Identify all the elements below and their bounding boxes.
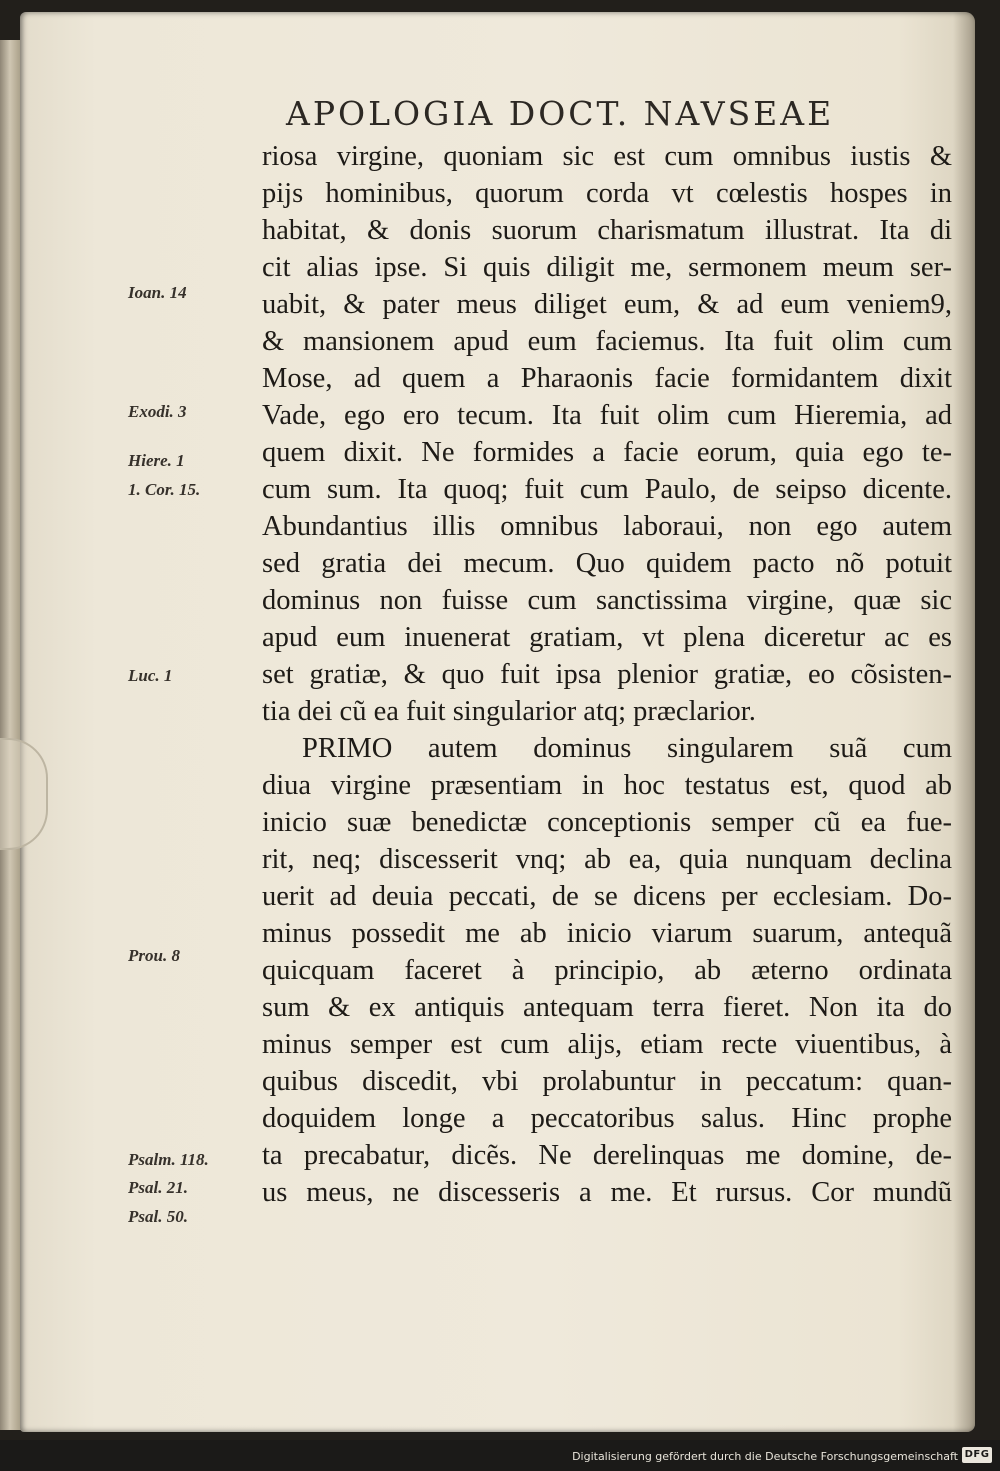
page-gutter-shadow xyxy=(953,12,975,1432)
text-line: dominus non fuisse cum sanctissima virgine, quæ sic xyxy=(262,585,952,616)
text-line: Abundantius illis omnibus laboraui, non ego autem xyxy=(262,511,952,542)
text-line: quibus discedit, vbi prolabuntur in peccatum: quan- xyxy=(262,1066,952,1097)
text-line: Vade, ego ero tecum. Ita fuit olim cum Hieremia, ad xyxy=(262,400,952,431)
margin-note-cor: 1. Cor. 15. xyxy=(128,480,201,499)
margin-note-psal-50: Psal. 50. xyxy=(128,1207,188,1226)
text-line: sum & ex antiquis antequam terra fieret. Non ita do xyxy=(262,992,952,1023)
text-line: & mansionem apud eum faciemus. Ita fuit olim cum xyxy=(262,326,952,357)
text-line: apud eum inuenerat gratiam, vt plena diceretur ac es xyxy=(262,622,952,653)
margin-note-ioan: Ioan. 14 xyxy=(128,283,187,302)
text-line: cit alias ipse. Si quis diligit me, sermonem meum ser- xyxy=(262,252,952,283)
text-line: quicquam faceret à principio, ab æterno ordinata xyxy=(262,955,952,986)
dfg-logo: DFG xyxy=(962,1447,992,1463)
text-line: riosa virgine, quoniam sic est cum omnibus iustis & xyxy=(262,141,952,172)
margin-note-psalm-118: Psalm. 118. xyxy=(128,1150,209,1169)
text-line: sed gratia dei mecum. Quo quidem pacto nõ potuit xyxy=(262,548,952,579)
text-line: inicio suæ benedictæ conceptionis semper cũ ea fue- xyxy=(262,807,952,838)
text-line: uabit, & pater meus diliget eum, & ad eum veniem9, xyxy=(262,289,952,320)
text-line: quem dixit. Ne formides a facie eorum, quia ego te- xyxy=(262,437,952,468)
margin-note-psal-21: Psal. 21. xyxy=(128,1178,188,1197)
margin-note-exodi: Exodi. 3 xyxy=(128,402,187,421)
text-line: cum sum. Ita quoq; fuit cum Paulo, de seipso dicente. xyxy=(262,474,952,505)
text-line: pijs hominibus, quorum corda vt cœlestis hospes in xyxy=(262,178,952,209)
text-line: ta precabatur, dicẽs. Ne derelinquas me domine, de- xyxy=(262,1140,952,1171)
footer-bar xyxy=(0,1440,1000,1471)
margin-note-luc: Luc. 1 xyxy=(128,666,173,685)
margin-note-prou: Prou. 8 xyxy=(128,946,180,965)
text-line: tia dei cũ ea fuit singularior atq; præclarior. xyxy=(262,696,756,727)
text-line: minus possedit me ab inicio viarum suarum, antequã xyxy=(262,918,952,949)
text-line: set gratiæ, & quo fuit ipsa plenior gratiæ, eo cõsisten- xyxy=(262,659,952,690)
running-head: APOLOGIA DOCT. NAVSEAE xyxy=(286,94,835,133)
margin-note-hiere: Hiere. 1 xyxy=(128,451,185,470)
book-edge xyxy=(0,40,22,1430)
text-line: doquidem longe a peccatoribus salus. Hinc prophe xyxy=(262,1103,952,1134)
text-line: us meus, ne discesseris a me. Et rursus. Cor mundũ xyxy=(262,1177,952,1208)
text-line: PRIMO autem dominus singularem suã cum xyxy=(302,733,952,764)
text-line: habitat, & donis suorum charismatum illustrat. Ita di xyxy=(262,215,952,246)
text-line: rit, neq; discesserit vnq; ab ea, quia nunquam declina xyxy=(262,844,952,875)
body-text xyxy=(262,138,952,1211)
text-line: Mose, ad quem a Pharaonis facie formidantem dixit xyxy=(262,363,952,394)
footer-credit: Digitalisierung gefördert durch die Deutsche Forschungsgemeinschaft xyxy=(572,1450,958,1463)
text-line: diua virgine præsentiam in hoc testatus est, quod ab xyxy=(262,770,952,801)
text-line: uerit ad deuia peccati, de se dicens per ecclesiam. Do- xyxy=(262,881,952,912)
text-line: minus semper est cum alijs, etiam recte viuentibus, à xyxy=(262,1029,952,1060)
